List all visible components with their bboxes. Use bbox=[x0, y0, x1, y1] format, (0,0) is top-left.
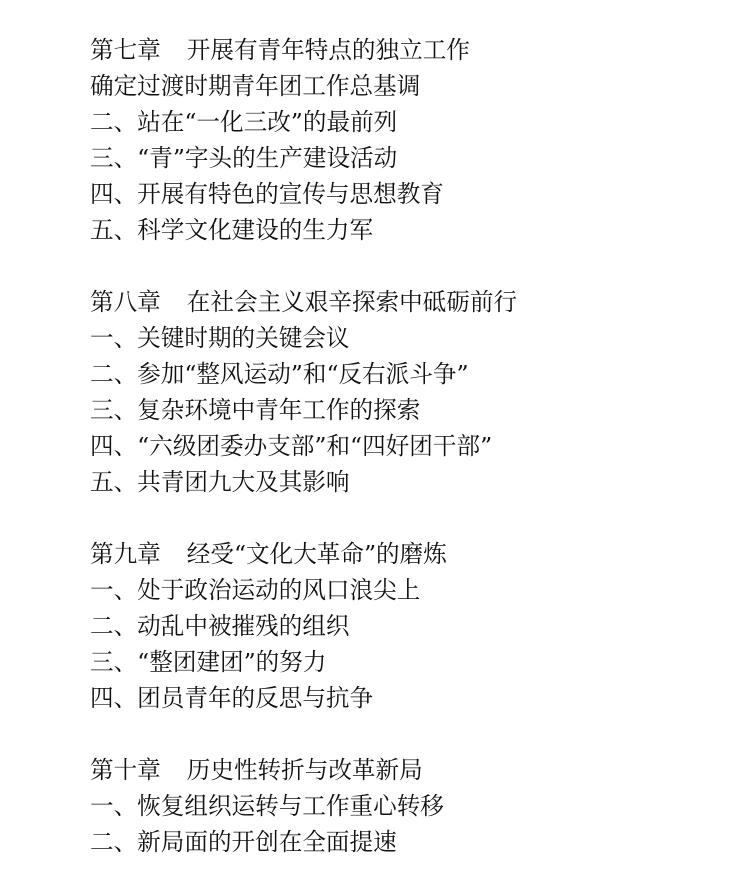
chapter-title: 历史性转折与改革新局 bbox=[186, 756, 423, 784]
chapter-heading bbox=[90, 536, 730, 572]
section-item: 五、共青团九大及其影响 bbox=[90, 468, 350, 496]
section-item: 三、“整团建团”的努力 bbox=[90, 648, 327, 676]
section-item: 四、团员青年的反思与抗争 bbox=[90, 684, 374, 712]
chapter-title: 在社会主义艰辛探索中砥砺前行 bbox=[186, 288, 518, 316]
section-item: 一、关键时期的关键会议 bbox=[90, 324, 350, 352]
chapter-number: 第九章 bbox=[90, 540, 161, 568]
chapter-number: 第十章 bbox=[90, 756, 161, 784]
section-item: 四、开展有特色的宣传与思想教育 bbox=[90, 180, 444, 208]
section-item: 三、“青”字头的生产建设活动 bbox=[90, 144, 398, 172]
section-item: 二、新局面的开创在全面提速 bbox=[90, 828, 397, 856]
chapter-heading bbox=[90, 752, 730, 788]
chapter-spacer bbox=[90, 248, 730, 284]
section-item: 一、恢复组织运转与工作重心转移 bbox=[90, 792, 444, 820]
section-item: 确定过渡时期青年团工作总基调 bbox=[90, 72, 421, 100]
chapter-heading bbox=[90, 284, 730, 320]
section-item: 二、参加“整风运动”和“反右派斗争” bbox=[90, 360, 469, 388]
chapter-title: 开展有青年特点的独立工作 bbox=[186, 36, 470, 64]
chapter-number: 第七章 bbox=[90, 36, 161, 64]
chapter-spacer bbox=[90, 716, 730, 752]
section-item: 二、站在“一化三改”的最前列 bbox=[90, 108, 398, 136]
chapter-heading bbox=[90, 32, 730, 68]
section-item: 三、复杂环境中青年工作的探索 bbox=[90, 396, 421, 424]
section-item: 二、动乱中被摧残的组织 bbox=[90, 612, 350, 640]
section-item: 五、科学文化建设的生力军 bbox=[90, 216, 374, 244]
chapter-number: 第八章 bbox=[90, 288, 161, 316]
section-item: 四、“六级团委办支部”和“四好团干部” bbox=[90, 432, 493, 460]
chapter-spacer bbox=[90, 500, 730, 536]
chapter-title: 经受“文化大革命”的磨炼 bbox=[186, 540, 447, 568]
table-of-contents bbox=[90, 32, 730, 860]
section-item: 一、处于政治运动的风口浪尖上 bbox=[90, 576, 421, 604]
